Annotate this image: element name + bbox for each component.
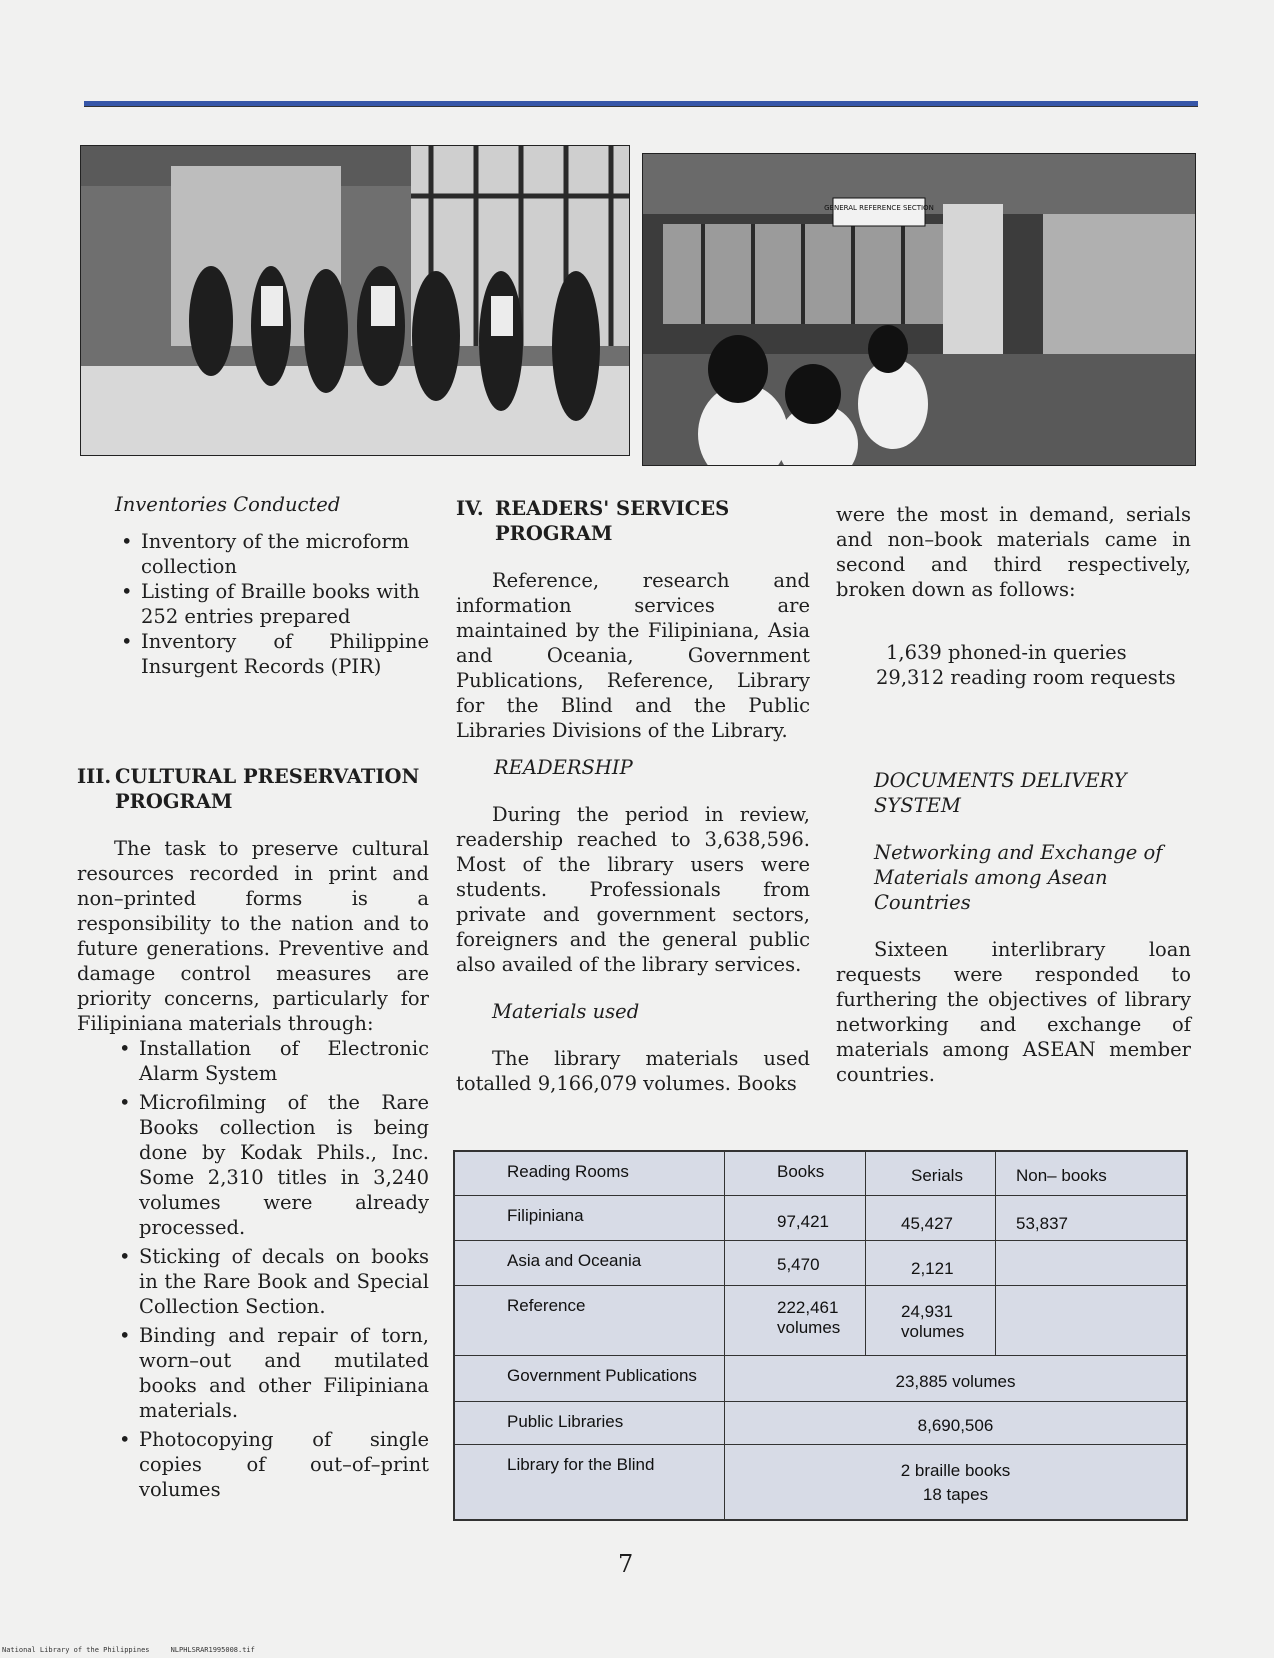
materials-used-table [453,1150,1188,1521]
continuation-paragraph: were the most in demand, serials and non–book materials came in second and third respectively, broken down as follows: [836,503,1191,601]
readership-paragraph: During the period in review, readership reached to 3,638,596. Most of the library users were students. Professionals from private and government sectors, foreigners and the general public also availed of the library services. [456,803,810,976]
table-cell [996,1286,1187,1356]
section-4-paragraph: Reference, research and information services are maintained by the Filipiniana, Asia and Oceania, Government Publications, Reference, Library for the Blind and the Public Libraries Divisions of the Library. [456,569,810,742]
table-cell: Public Libraries [455,1402,725,1445]
middle-column [456,496,810,1096]
table-header-cell: Serials [866,1152,996,1196]
networking-heading: Networking and Exchange of Materials among Asean Countries [874,841,1163,914]
table-cell: 2,121 [866,1241,996,1286]
table-cell: 222,461 volumes [725,1286,866,1356]
table-row [455,1241,1187,1286]
table-cell: 53,837 [996,1196,1187,1241]
right-column [836,502,1191,1087]
people-at-library-entrance-photo [80,145,630,456]
preservation-measures-list [113,1036,429,1502]
list-item: • Installation of Electronic Alarm System [113,1036,429,1086]
query-count: 29,312 reading room requests [876,666,1176,689]
inventories-heading: Inventories Conducted [115,493,341,516]
table-cell: 23,885 volumes [725,1356,1187,1402]
table-cell: 8,690,506 [725,1402,1187,1445]
section-3-heading: III. CULTURAL PRESERVATION PROGRAM [77,765,420,813]
table-header-row [455,1152,1187,1196]
networking-paragraph: Sixteen interlibrary loan requests were responded to furthering the objectives of library networking and exchange of materials among ASEAN member countries. [836,938,1191,1086]
documents-delivery-heading: DOCUMENTS DELIVERY SYSTEM [874,769,1127,817]
table-cell [996,1241,1187,1286]
list-item: • Inventory of Philippine Insurgent Records (PIR) [115,629,429,679]
table-cell: 2 braille books 18 tapes [725,1445,1187,1520]
table-cell: 24,931 volumes [866,1286,996,1356]
table-row [455,1356,1187,1402]
left-column [77,492,429,1502]
list-item: • Microfilming of the Rare Books collection is being done by Kodak Phils., Inc. Some 2,310 titles in 3,240 volumes were already processed. [113,1090,429,1240]
table-row [455,1196,1187,1241]
table-row [455,1286,1187,1356]
query-count: 1,639 phoned-in queries [886,641,1127,664]
section-3-paragraph: The task to preserve cultural resources recorded in print and non–printed forms is a responsibility to the nation and to future generations. Preventive and damage control measures are priority concerns, particularly for Filipiniana materials through: [77,837,429,1035]
inventories-list [115,529,429,679]
header-rule [84,106,1198,107]
table-cell: Library for the Blind [455,1445,725,1520]
table-header-cell: Reading Rooms [455,1152,725,1196]
materials-heading: Materials used [492,1000,640,1023]
scan-footer: National Library of the Philippines NLPHLSRAR1995008.tif [2,1646,255,1654]
list-item: • Listing of Braille books with 252 entries prepared [115,579,429,629]
table-cell: 45,427 [866,1196,996,1241]
table-cell: Reference [455,1286,725,1356]
table-row [455,1402,1187,1445]
readership-heading: READERSHIP [494,756,633,779]
list-item: • Sticking of decals on books in the Rare Book and Special Collection Section. [113,1244,429,1319]
table-cell: 5,470 [725,1241,866,1286]
list-item: • Inventory of the microform collection [115,529,429,579]
table-cell: 97,421 [725,1196,866,1241]
table-header-cell: Non– books [996,1152,1187,1196]
general-reference-section-photo [642,153,1196,466]
table-cell: Asia and Oceania [455,1241,725,1286]
page-number: 7 [618,1550,634,1578]
list-item: • Photocopying of single copies of out–of–print volumes [113,1427,429,1502]
list-item: • Binding and repair of torn, worn–out and mutilated books and other Filipiniana materials. [113,1323,429,1423]
table-header-cell: Books [725,1152,866,1196]
table-cell: Filipiniana [455,1196,725,1241]
table-row [455,1445,1187,1520]
general-reference-sign: GENERAL REFERENCE SECTION [824,204,934,212]
section-4-heading: IV. READERS' SERVICES PROGRAM [456,497,730,545]
table-cell: Government Publications [455,1356,725,1402]
materials-paragraph: The library materials used totalled 9,166,079 volumes. Books [456,1047,810,1095]
